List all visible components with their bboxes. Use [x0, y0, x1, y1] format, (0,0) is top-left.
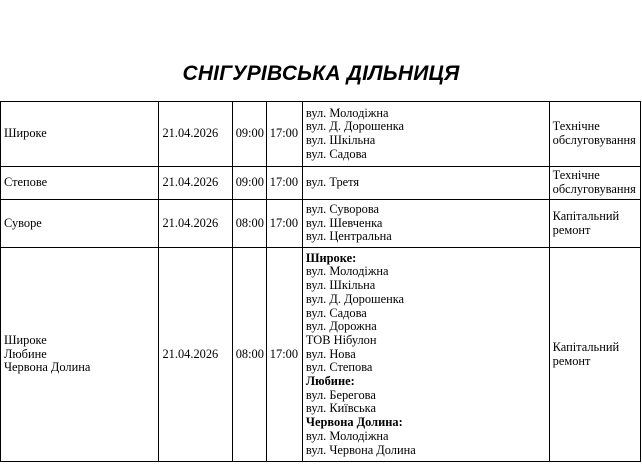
work-type-cell — [549, 167, 640, 200]
start-time-cell: 08:00 — [232, 200, 266, 248]
street-item: вул. Центральна — [305, 229, 392, 244]
outage-schedule-table — [0, 101, 641, 462]
street-item: вул. Берегова — [305, 387, 376, 402]
street-item: вул. Шкільна — [305, 133, 376, 147]
street-item: вул. Червона Долина — [305, 442, 416, 457]
work-type-line: ремонт — [552, 222, 591, 237]
street-item: вул. Дорожна — [305, 319, 377, 334]
street-item: вул. Київська — [305, 401, 376, 416]
street-item: вул. Молодіжна — [305, 105, 389, 120]
location-name: Широке — [4, 332, 47, 347]
end-time-cell: 17:00 — [266, 248, 302, 462]
street-item: вул. Садова — [305, 305, 367, 320]
work-type-line: обслуговування — [552, 182, 636, 196]
street-item: вул. Садова — [305, 146, 367, 161]
location-cell — [1, 102, 159, 167]
location-name: Любине — [4, 346, 47, 361]
work-type-line: Технічне — [552, 168, 600, 183]
location-cell — [1, 167, 159, 200]
table-row — [1, 167, 641, 200]
work-type-cell — [549, 102, 640, 167]
work-type-line: Технічне — [552, 119, 600, 134]
street-group-title: Червона Долина: — [305, 415, 403, 430]
location-cell — [1, 248, 159, 462]
street-item: вул. Шевченка — [305, 215, 383, 230]
street-item: вул. Нова — [305, 346, 356, 361]
end-time-cell: 17:00 — [266, 200, 302, 248]
date-cell: 21.04.2026 — [159, 167, 232, 200]
work-type-cell — [549, 200, 640, 248]
street-item: вул. Д. Дорошенка — [305, 291, 405, 306]
location-name: Суворе — [4, 215, 42, 230]
street-group-title: Любине: — [305, 374, 355, 389]
streets-cell — [302, 102, 549, 167]
start-time-cell: 09:00 — [232, 102, 266, 167]
location-name: Червона Долина — [4, 360, 91, 375]
table-row — [1, 200, 641, 248]
end-time-cell: 17:00 — [266, 167, 302, 200]
street-item: вул. Третя — [305, 175, 360, 190]
date-cell: 21.04.2026 — [159, 200, 232, 248]
street-item: вул. Суворова — [305, 201, 380, 216]
streets-cell — [302, 167, 549, 200]
street-item: вул. Молодіжна — [305, 264, 389, 279]
street-item: ТОВ Нібулон — [305, 332, 377, 347]
date-cell: 21.04.2026 — [159, 248, 232, 462]
street-item: вул. Степова — [305, 360, 373, 375]
street-item: вул. Молодіжна — [305, 428, 389, 443]
streets-cell — [302, 248, 549, 462]
location-name: Широке — [4, 126, 47, 141]
work-type-line: обслуговування — [552, 133, 636, 147]
street-group-title: Широке: — [305, 250, 357, 265]
work-type-cell — [549, 248, 640, 462]
start-time-cell: 08:00 — [232, 248, 266, 462]
end-time-cell: 17:00 — [266, 102, 302, 167]
work-type-line: Капітальний — [552, 208, 620, 223]
work-type-line: ремонт — [552, 353, 591, 368]
work-type-line: Капітальний — [552, 339, 620, 354]
date-cell: 21.04.2026 — [159, 102, 232, 167]
streets-cell — [302, 200, 549, 248]
street-item: вул. Шкільна — [305, 278, 376, 293]
table-row — [1, 248, 641, 462]
start-time-cell: 09:00 — [232, 167, 266, 200]
location-cell — [1, 200, 159, 248]
location-name: Степове — [4, 175, 48, 190]
page-title: СНІГУРІВСЬКА ДІЛЬНИЦЯ — [182, 62, 460, 85]
street-item: вул. Д. Дорошенка — [305, 119, 405, 134]
table-row — [1, 102, 641, 167]
